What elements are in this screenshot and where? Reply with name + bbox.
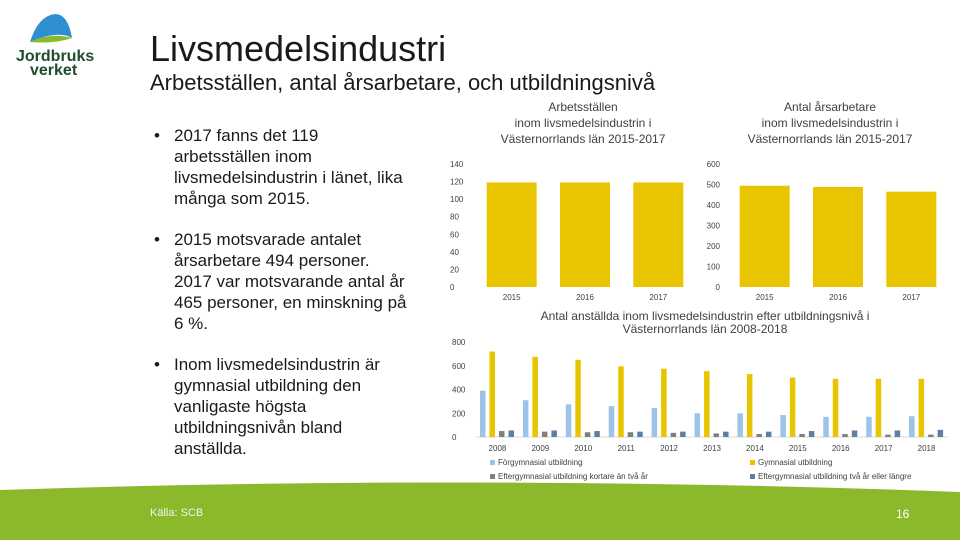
legend-swatch	[490, 474, 495, 479]
x-tick-label: 2015	[755, 293, 774, 302]
legend-swatch	[750, 460, 755, 465]
bar	[551, 430, 557, 437]
bar	[714, 433, 720, 437]
bar	[480, 391, 486, 437]
bar	[661, 369, 667, 437]
bar	[542, 432, 548, 437]
y-tick-label: 0	[715, 283, 720, 292]
bar	[575, 360, 581, 437]
x-tick-label: 2015	[788, 444, 807, 453]
x-tick-label: 2008	[488, 444, 507, 453]
chart-title: Västernorrlands län 2015-2017	[500, 132, 666, 146]
x-tick-label: 2017	[874, 444, 893, 453]
bar	[756, 434, 762, 437]
bar	[523, 400, 529, 437]
x-tick-label: 2014	[746, 444, 764, 453]
bar	[780, 415, 786, 437]
bar	[895, 430, 901, 437]
y-tick-label: 40	[450, 247, 459, 257]
bar	[618, 366, 624, 437]
y-tick-label: 200	[706, 242, 720, 251]
y-tick-label: 600	[706, 160, 720, 169]
bar	[790, 378, 796, 437]
y-tick-label: 60	[450, 230, 459, 240]
bar	[919, 379, 925, 437]
bar	[633, 182, 683, 287]
chart-title: Antal årsarbetare	[783, 100, 877, 114]
bar	[747, 374, 753, 437]
bar	[813, 187, 863, 287]
bar	[737, 413, 743, 437]
y-tick-label: 0	[450, 283, 455, 292]
bar	[809, 431, 815, 437]
bar	[652, 408, 658, 437]
bar	[566, 404, 572, 437]
y-tick-label: 0	[452, 433, 457, 442]
bar	[938, 430, 944, 437]
x-tick-label: 2009	[531, 444, 550, 453]
y-tick-label: 400	[706, 201, 720, 210]
bar	[823, 417, 829, 437]
y-tick-label: 140	[450, 160, 464, 169]
chart-title: Arbetsställen	[548, 100, 618, 114]
y-tick-label: 100	[450, 195, 464, 205]
bullet-item: • 2015 motsvarade antalet årsarbetare 494 personer. 2017 var motsvarande antal år 465 personer, en minskning på 6 %.	[150, 229, 410, 334]
legend-label: Eftergymnasial utbildning två år eller längre	[758, 472, 912, 481]
x-tick-label: 2016	[829, 293, 847, 302]
chart-title: Västernorrlands län 2008-2018	[622, 322, 788, 336]
x-tick-label: 2013	[703, 444, 721, 453]
bar	[833, 379, 839, 437]
chart-title: Antal anställda inom livsmedelsindustrin efter utbildningsnivå i	[540, 309, 870, 323]
bar	[842, 434, 848, 437]
page-title: Livsmedelsindustri	[150, 28, 447, 69]
bar	[671, 433, 677, 437]
bar	[532, 357, 538, 437]
bar	[637, 432, 643, 437]
page-subtitle: Arbetsställen, antal årsarbetare, och utbildningsnivå	[150, 70, 656, 95]
bar	[509, 430, 515, 437]
y-tick-label: 100	[706, 262, 720, 272]
y-tick-label: 200	[452, 409, 466, 419]
x-tick-label: 2010	[574, 444, 593, 453]
legend-swatch	[750, 474, 755, 479]
bar	[723, 432, 729, 437]
bar	[886, 192, 936, 287]
bar	[928, 435, 934, 437]
bullet-item: • Inom livsmedelsindustrin är gymnasial utbildning den vanligaste högsta utbildningsnivån bland anställda.	[150, 354, 410, 459]
x-tick-label: 2018	[917, 444, 936, 453]
logo-text-line2: verket	[30, 62, 78, 79]
x-tick-label: 2011	[617, 444, 635, 453]
bar	[866, 417, 872, 437]
legend-label: Gymnasial utbildning	[758, 458, 833, 467]
bar	[499, 431, 505, 437]
chart-title: Västernorrlands län 2015-2017	[747, 132, 913, 146]
bar	[876, 379, 882, 437]
x-tick-label: 2016	[576, 293, 594, 302]
chart-title: inom livsmedelsindustrin i	[761, 116, 899, 130]
bar	[487, 182, 537, 287]
bar	[695, 413, 701, 437]
bar	[766, 432, 772, 437]
bar	[909, 416, 915, 437]
x-tick-label: 2016	[831, 444, 850, 453]
y-tick-label: 500	[706, 180, 720, 190]
y-tick-label: 800	[452, 338, 466, 347]
bar	[609, 406, 615, 437]
bar	[704, 371, 710, 437]
y-tick-label: 20	[450, 265, 459, 275]
y-tick-label: 400	[452, 385, 466, 395]
logo-text-line1: Jordbruks	[16, 48, 95, 65]
bar	[740, 186, 790, 287]
x-tick-label: 2017	[649, 293, 668, 302]
x-tick-label: 2015	[502, 293, 521, 302]
legend-label: Eftergymnasial utbildning kortare än två år	[498, 472, 648, 481]
y-tick-label: 80	[450, 212, 459, 222]
legend-label: Förgymnasial utbildning	[498, 458, 583, 467]
y-tick-label: 120	[450, 177, 464, 187]
y-tick-label: 300	[706, 221, 720, 231]
x-tick-label: 2017	[902, 293, 921, 302]
source-label: Källa: SCB	[150, 507, 204, 519]
bar	[628, 432, 634, 437]
bar	[594, 431, 600, 437]
page-number: 16	[896, 507, 910, 521]
x-tick-label: 2012	[660, 444, 678, 453]
bar	[490, 352, 496, 438]
y-tick-label: 600	[452, 361, 466, 371]
bar	[799, 434, 805, 437]
bar	[852, 430, 858, 437]
legend-swatch	[490, 460, 495, 465]
chart-title: inom livsmedelsindustrin i	[514, 116, 652, 130]
footer-bar	[0, 480, 960, 540]
bar	[680, 432, 686, 437]
bar	[560, 182, 610, 287]
bar	[885, 435, 891, 437]
bullet-item: • 2017 fanns det 119 arbetsställen inom livsmedelsindustrin i länet, lika många som 2015.	[150, 125, 410, 209]
bar	[585, 432, 591, 437]
